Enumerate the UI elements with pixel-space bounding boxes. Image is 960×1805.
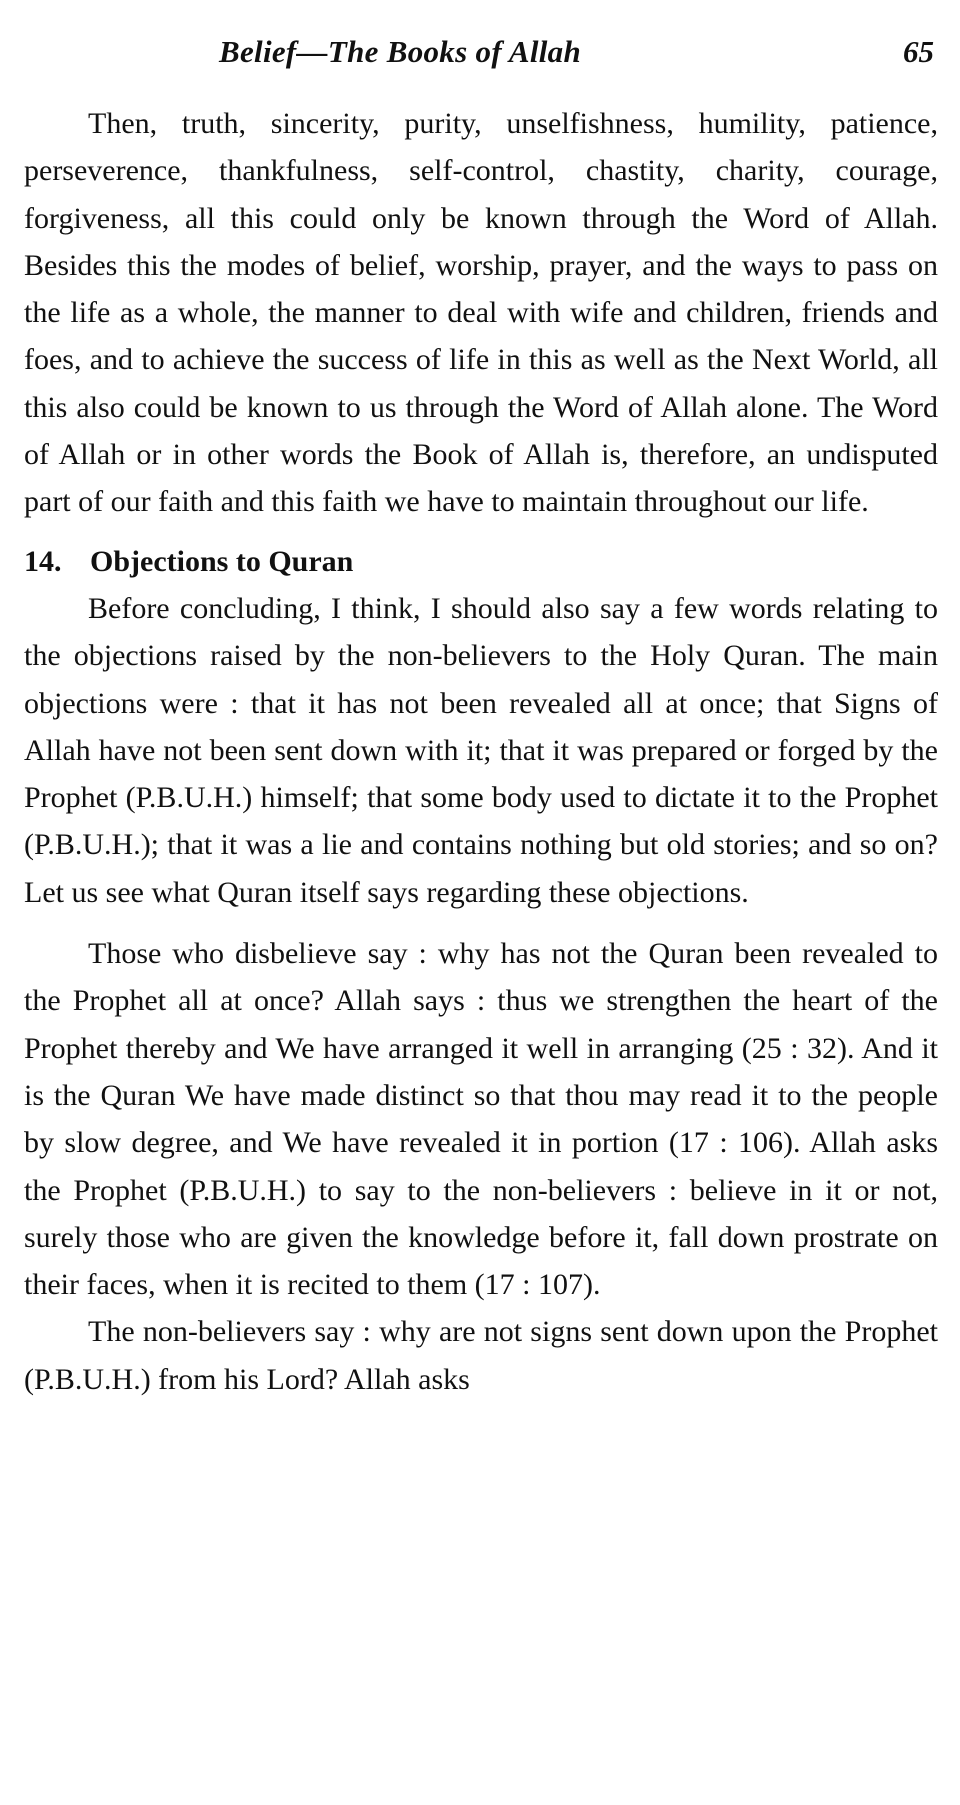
running-title: Belief—The Books of Allah [219, 34, 581, 69]
paragraph-revealed-at-once: Those who disbelieve say : why has not the Quran been revealed to the Prophet all at once? Allah says : thus we strengthen the heart of the Prophet thereby and We have arranged it well in arranging (25 : 32). And it is the Quran We have made distinct so that thou may read it to the people by slow degree, and We have revealed it in portion (17 : 106). Allah asks the Prophet (P.B.U.H.) to say to the non-believers : believe in it or not, surely those who are given the knowledge before it, fall down prostrate on their faces, when it is recited to them (17 : 107). [24, 937, 938, 1302]
section-heading [24, 538, 938, 585]
paragraph-objections-list: Before concluding, I think, I should also say a few words relating to the objections raised by the non-believers to the Holy Quran. The main objections were : that it has not been revealed all at once; that Signs of Allah have not been sent down with it; that it was prepared or forged by the Prophet (P.B.U.H.) himself; that some body used to dictate it to the Prophet (P.B.U.H.); that it was a lie and contains nothing but old stories; and so on? Let us see what Quran itself says regarding these objections. [24, 591, 938, 909]
section-number: 14. [24, 544, 62, 578]
paragraph-signs-sent-down: The non-believers say : why are not signs sent down upon the Prophet (P.B.U.H.) from his Lord? Allah asks [24, 1315, 938, 1396]
section-objections-to-quran [24, 538, 938, 1403]
section-title: Objections to Quran [90, 544, 354, 578]
page-number: 65 [903, 34, 934, 69]
paragraph-word-of-allah: Then, truth, sincerity, purity, unselfishness, humility, patience, perseverence, thankfulness, self-control, chastity, charity, courage, forgiveness, all this could only be known through the Word of Allah. Besides this the modes of belief, worship, prayer, and the ways to pass on the life as a whole, the manner to deal with wife and children, friends and foes, and to achieve the success of life in this as well as the Next World, all this also could be known to us through the Word of Allah alone. The Word of Allah or in other words the Book of Allah is, therefore, an undisputed part of our faith and this faith we have to maintain throughout our life. [24, 107, 938, 519]
running-head [0, 30, 960, 74]
body-text [24, 100, 938, 1403]
